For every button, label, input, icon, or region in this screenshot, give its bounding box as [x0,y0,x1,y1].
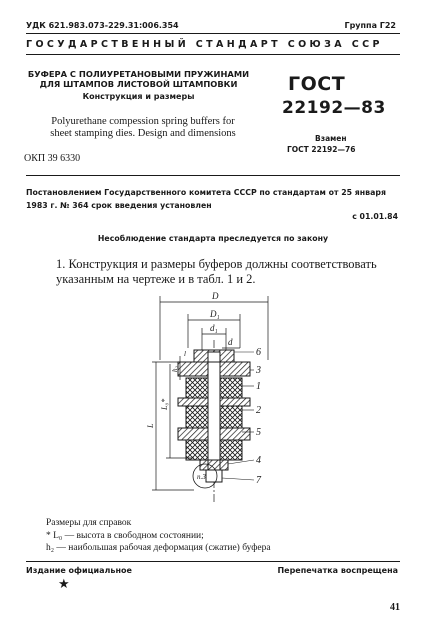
reprint-notice: Перепечатка воспрещена [277,566,398,575]
paragraph-1-line1: 1. Конструкция и размеры буферов должны соответствовать [56,257,377,271]
buffer-drawing [146,290,290,510]
footer-rule [26,561,400,562]
dim-label-d: d [228,337,233,347]
title-ru-line2: ДЛЯ ШТАМПОВ ЛИСТОВОЙ ШТАМПОВКИ [39,79,238,89]
dim-label-D: D [212,291,219,301]
udk-code: УДК 621.983.073-229.31:006.354 [26,21,179,30]
effective-date: с 01.01.84 [352,212,398,221]
dim-label-h2: h₂ [171,366,179,372]
dim-label-L: L [146,423,155,428]
part-label-1: 1 [256,381,261,392]
notes-heading: Размеры для справок [46,518,132,528]
banner-rule [26,54,400,55]
decree-line1: Постановлением Государственного комитета СССР по стандартам от 25 января [26,188,386,197]
top-rule [26,33,400,34]
dim-label-l: l [184,350,186,358]
paragraph-1 [56,257,402,287]
group-code: Группа Г22 [344,21,396,30]
part-label-2: 2 [256,405,261,416]
note-2: h₂ — наибольшая рабочая деформация (сжатие) буфера [46,543,271,553]
title-en [28,116,258,140]
penalty-notice: Несоблюдение стандарта преследуется по закону [97,234,329,243]
replaces-gost: ГОСТ 22192—76 [287,145,356,154]
gost-number: 22192—83 [282,98,386,118]
title-ru [26,69,251,89]
decree-line2: 1983 г. № 364 срок введения установлен [26,201,212,210]
section-rule [26,175,400,176]
title-en-line1: Polyurethane compession spring buffers for [51,116,235,127]
dim-label-L0: L₀* [160,398,169,410]
part-label-7: 7 [256,475,261,486]
okp-code: ОКП 39 6330 [24,153,81,164]
dim-label-D1: D₁ [210,309,220,319]
page-number: 41 [390,602,400,613]
paragraph-1-line2: указанным на чертеже и в табл. 1 и 2. [56,272,256,286]
title-en-line2: sheet stamping dies. Design and dimensions [50,128,236,139]
callout-n3: n.3 [197,473,206,481]
star-icon: ★ [58,577,70,592]
part-label-6: 6 [256,347,261,358]
note-1: * L₀ — высота в свободном состоянии; [46,531,204,541]
edition-label: Издание официальное [26,566,132,575]
dim-label-d1: d₁ [210,323,218,333]
title-subtitle: Конструкция и размеры [82,92,195,101]
title-ru-line1: БУФЕРА С ПОЛИУРЕТАНОВЫМИ ПРУЖИНАМИ [27,69,250,79]
state-standard-banner: ГОСУДАРСТВЕННЫЙ СТАНДАРТ СОЮЗА ССР [26,39,383,50]
gost-label: ГОСТ [288,73,346,95]
part-label-3: 3 [256,365,261,376]
part-label-4: 4 [256,455,261,466]
replaces-label: Взамен [315,134,347,143]
decree-text [26,186,400,212]
part-label-5: 5 [256,427,261,438]
